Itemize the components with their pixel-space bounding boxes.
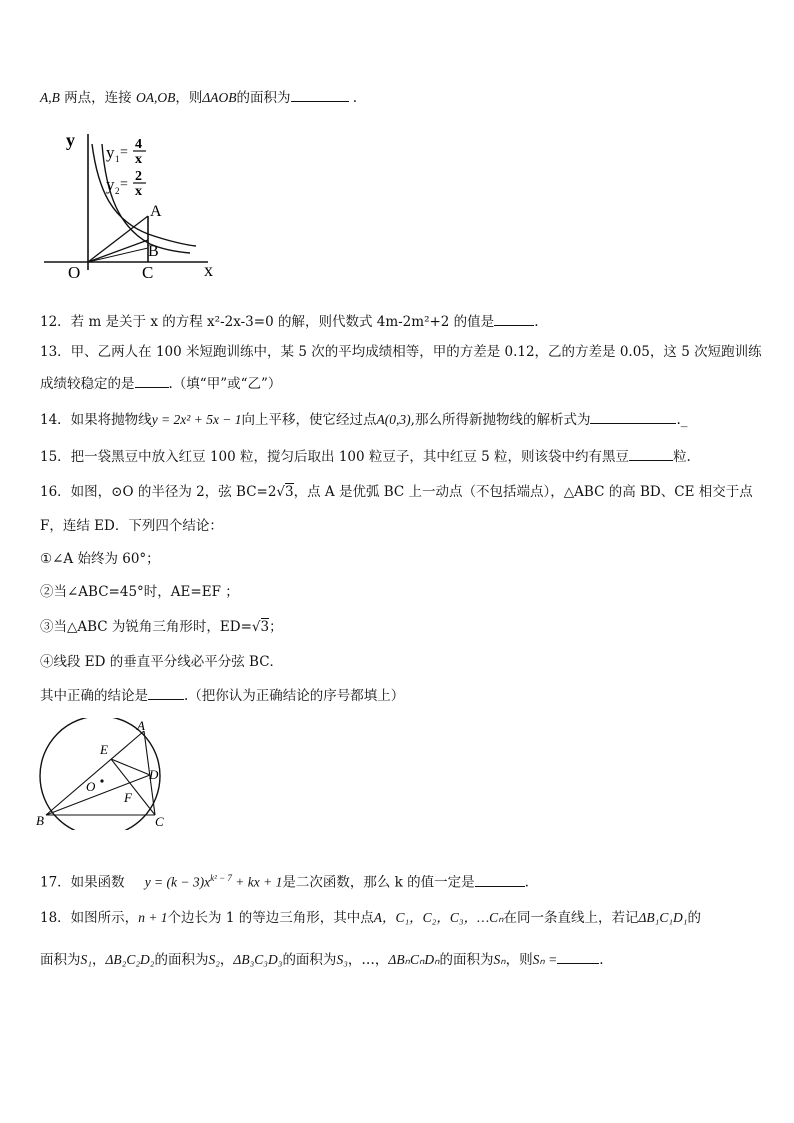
x-axis-label: x — [204, 260, 213, 280]
svg-text:=: = — [120, 177, 128, 192]
label-O: O — [86, 779, 96, 794]
q11-segments: OA,OB — [135, 90, 176, 105]
q18-answer-blank[interactable] — [557, 949, 599, 964]
q18-line2: 面积为S₁，ΔB₂C₂D₂的面积为S₂，ΔB₃C₃D₃的面积为S₃，…，ΔBₙCₙDₙ的面积为Sₙ，则Sₙ = . — [40, 949, 604, 970]
q16-conclusion-3: ③当△ABC 为锐角三角形时，ED=√3； — [40, 619, 283, 635]
q14-point: A(0,3) — [376, 412, 411, 427]
q11-text: 两点，连接 — [59, 90, 136, 106]
q16-ask-line: 其中正确的结论是 .（把你认为正确结论的序号都填上） — [40, 685, 404, 706]
figure-hyperbola — [40, 128, 230, 280]
q13-text: 成绩较稳定的是 — [40, 376, 135, 392]
svg-text:4: 4 — [135, 137, 142, 152]
q16-line1 — [40, 482, 753, 502]
q16-conclusion-4: ④线段 ED 的垂直平分线必平分弦 BC． — [40, 654, 284, 670]
center-dot — [100, 779, 103, 782]
q16-sqrt-value: 3 — [285, 484, 294, 500]
svg-text:y: y — [106, 175, 115, 194]
label-point-B: B — [148, 243, 159, 260]
label-D: D — [149, 767, 159, 782]
q14-equation: y = 2x² + 5x − 1 — [151, 412, 242, 427]
q17-eq-b: + kx + 1 — [231, 874, 283, 890]
label-point-A: A — [150, 203, 162, 220]
q11-points: A,B — [40, 90, 60, 105]
q18-line1: 18．如图所示，n + 1个边长为 1 的等边三角形，其中点A，C₁，C₂，C₃，…Cₙ在同一条直线上，若记ΔB₁C₁D₁的 — [40, 910, 701, 926]
q15-answer-blank[interactable] — [629, 446, 673, 461]
q14-answer-blank[interactable] — [590, 409, 676, 424]
q13-line1: 13．甲、乙两人在 100 米短跑训练中，某 5 次的平均成绩相等，甲的方差是 0.12，乙的方差是 0.05，这 5 次短跑训练 — [40, 344, 762, 360]
q18-triangle-1: ΔB₁C₁D₁ — [638, 910, 688, 925]
q11-tail-line — [40, 87, 357, 108]
label-y1 — [106, 137, 146, 167]
svg-text:x: x — [135, 152, 142, 167]
q15-text: 15．把一袋黑豆中放入红豆 100 粒，搅匀后取出 100 粒豆子，其中红豆 5 粒，则该袋中约有黑豆 — [40, 449, 630, 465]
q16-text-a: 16．如图，⊙O 的半径为 2，弦 BC=2 — [40, 484, 277, 500]
label-point-C: C — [142, 263, 154, 280]
sqrt-symbol: √ — [251, 619, 261, 635]
label-A: A — [137, 718, 145, 733]
q15-end: 粒. — [673, 449, 691, 465]
q17-eq-a: y = (k − 3)x — [144, 874, 211, 890]
q13-text-end: .（填“甲”或“乙”） — [168, 376, 282, 392]
label-B: B — [36, 813, 44, 828]
label-point-O: O — [68, 263, 81, 280]
q11-answer-blank[interactable] — [291, 87, 349, 102]
q13-line2 — [40, 373, 281, 394]
q14-text-c: ,那么所得新抛物线的解析式为 — [410, 412, 591, 428]
q11-text-then: ，则 — [175, 90, 203, 106]
figure-circle-triangle — [34, 718, 174, 830]
sqrt-symbol: √ — [276, 484, 286, 500]
segment-OB — [88, 240, 148, 262]
label-C: C — [155, 814, 164, 829]
q13-answer-blank[interactable] — [135, 373, 169, 388]
label-y2 — [106, 169, 146, 199]
q16-answer-blank[interactable] — [148, 685, 184, 700]
q12-text: 12．若 m 是关于 x 的方程 x²-2x-3=0 的解，则代数式 4m-2m²+2 的值是 — [40, 314, 495, 330]
q12-answer-blank[interactable] — [494, 311, 534, 326]
label-E: E — [100, 742, 108, 757]
q17-text-a: 17．如果函数 — [40, 874, 125, 891]
q18-n-plus-1: n + 1 — [138, 910, 168, 925]
q15-line — [40, 446, 691, 467]
q17-line: 17．如果函数 $y = (k - 3)x^{k^2 - 7}$ + kx + 1是二次函数，那么 k 的值一定是 . — [40, 873, 529, 891]
y-axis-label: y — [66, 130, 75, 150]
svg-text:=: = — [120, 145, 128, 160]
q16-conclusion-1: ①∠A 始终为 60°； — [40, 551, 160, 567]
label-F: F — [124, 790, 132, 805]
q17-answer-blank[interactable] — [475, 872, 525, 887]
q14-text-a: 14．如果将抛物线 — [40, 412, 152, 428]
q11-end: . — [348, 90, 358, 106]
q16-line2: F，连结 ED．下列四个结论： — [40, 518, 223, 534]
q12-end: . — [534, 314, 539, 330]
q16-conclusion-2: ②当∠ABC=45°时，AE=EF ； — [40, 584, 239, 600]
q11-triangle: ΔAOB — [202, 90, 237, 105]
q14-text-b: 向上平移，使它经过点 — [241, 412, 377, 428]
q16-text-b: ，点 A 是优弧 BC 上一动点（不包括端点），△ABC 的高 BD、CE 相交于点 — [293, 484, 753, 500]
circle-O — [40, 718, 160, 830]
q14-line — [40, 409, 688, 430]
svg-text:2: 2 — [115, 186, 120, 196]
svg-text:1: 1 — [115, 154, 120, 164]
q12-line — [40, 311, 538, 332]
q17-exponent: k² − 7 — [210, 873, 232, 883]
altitude-BD — [46, 775, 150, 815]
q17-text-b: 是二次函数，那么 k 的值一定是 — [282, 874, 475, 891]
svg-text:y: y — [106, 143, 115, 162]
q11-text-suffix: 的面积为 — [236, 90, 291, 106]
q14-end: ._ — [676, 412, 688, 428]
svg-text:2: 2 — [135, 169, 142, 184]
svg-text:x: x — [135, 184, 142, 199]
q18-points: A，C₁，C₂，C₃，…Cₙ — [373, 910, 504, 925]
